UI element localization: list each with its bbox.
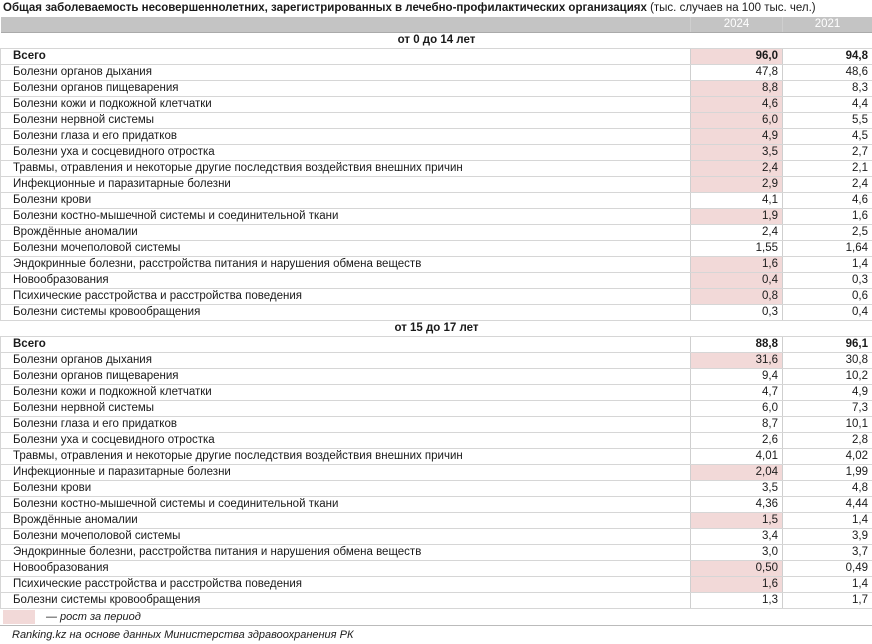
- row-label: Новообразования: [1, 272, 691, 288]
- source-note: Ranking.kz на основе данных Министерства здравоохранения РК: [0, 625, 872, 643]
- value-2024-cell: 2,6: [691, 432, 783, 448]
- value-2024-cell: 3,4: [691, 528, 783, 544]
- row-label: Психические расстройства и расстройства поведения: [1, 288, 691, 304]
- section-header: от 0 до 14 лет: [1, 32, 872, 48]
- table-row: [1, 192, 872, 208]
- value-2021-cell: 48,6: [783, 64, 872, 80]
- table-row: [1, 96, 872, 112]
- value-2024-cell: 4,6: [691, 96, 783, 112]
- row-label: Эндокринные болезни, расстройства питания и нарушения обмена веществ: [1, 256, 691, 272]
- value-2021-cell: 1,4: [783, 576, 872, 592]
- row-label: Всего: [1, 336, 691, 352]
- row-label: Травмы, отравления и некоторые другие последствия воздействия внешних причин: [1, 448, 691, 464]
- table-row: [1, 208, 872, 224]
- table-row: [1, 128, 872, 144]
- table-body: [1, 17, 872, 608]
- total-row: [1, 336, 872, 352]
- value-2021-cell: 0,4: [783, 304, 872, 320]
- row-label: Болезни органов дыхания: [1, 64, 691, 80]
- value-2021-cell: 2,4: [783, 176, 872, 192]
- value-2021-cell: 5,5: [783, 112, 872, 128]
- table-row: [1, 464, 872, 480]
- row-label: Болезни крови: [1, 192, 691, 208]
- table-row: [1, 368, 872, 384]
- table-row: [1, 176, 872, 192]
- row-label: Болезни органов дыхания: [1, 352, 691, 368]
- value-2024-cell: 2,04: [691, 464, 783, 480]
- value-2021-cell: 1,7: [783, 592, 872, 608]
- value-2021-cell: 8,3: [783, 80, 872, 96]
- table-row: [1, 416, 872, 432]
- value-2024-cell: 47,8: [691, 64, 783, 80]
- value-2024-cell: 2,4: [691, 224, 783, 240]
- value-2024-cell: 1,3: [691, 592, 783, 608]
- value-2024-cell: 4,01: [691, 448, 783, 464]
- section-header-row: [1, 32, 872, 48]
- value-2021-cell: 3,9: [783, 528, 872, 544]
- value-2021-cell: 1,6: [783, 208, 872, 224]
- chart-title: [0, 0, 872, 17]
- table-row: [1, 448, 872, 464]
- row-label: Болезни нервной системы: [1, 400, 691, 416]
- value-2021-cell: 94,8: [783, 48, 872, 64]
- legend-text: — рост за период: [46, 609, 141, 625]
- column-header-2024: 2024: [691, 17, 783, 32]
- value-2024-cell: 31,6: [691, 352, 783, 368]
- row-label: Болезни кожи и подкожной клетчатки: [1, 384, 691, 400]
- row-label: Болезни костно-мышечной системы и соединительной ткани: [1, 208, 691, 224]
- table-row: [1, 528, 872, 544]
- value-2021-cell: 2,1: [783, 160, 872, 176]
- column-header-2021: 2021: [783, 17, 872, 32]
- value-2021-cell: 4,5: [783, 128, 872, 144]
- value-2024-cell: 2,9: [691, 176, 783, 192]
- table-row: [1, 224, 872, 240]
- row-label: Болезни нервной системы: [1, 112, 691, 128]
- value-2024-cell: 4,7: [691, 384, 783, 400]
- value-2021-cell: 0,3: [783, 272, 872, 288]
- value-2021-cell: 2,5: [783, 224, 872, 240]
- section-header: от 15 до 17 лет: [1, 320, 872, 336]
- value-2024-cell: 1,6: [691, 576, 783, 592]
- value-2021-cell: 2,7: [783, 144, 872, 160]
- value-2021-cell: 1,4: [783, 512, 872, 528]
- value-2024-cell: 0,3: [691, 304, 783, 320]
- row-label: Психические расстройства и расстройства поведения: [1, 576, 691, 592]
- table-row: [1, 144, 872, 160]
- table-row: [1, 432, 872, 448]
- row-label: Инфекционные и паразитарные болезни: [1, 176, 691, 192]
- table-row: [1, 400, 872, 416]
- row-label: Болезни мочеполовой системы: [1, 240, 691, 256]
- value-2021-cell: 1,99: [783, 464, 872, 480]
- row-label: Болезни уха и сосцевидного отростка: [1, 144, 691, 160]
- row-label: Болезни органов пищеварения: [1, 80, 691, 96]
- morbidity-table: [0, 17, 872, 609]
- value-2021-cell: 4,4: [783, 96, 872, 112]
- row-label: Болезни костно-мышечной системы и соединительной ткани: [1, 496, 691, 512]
- value-2021-cell: 3,7: [783, 544, 872, 560]
- value-2021-cell: 0,49: [783, 560, 872, 576]
- value-2024-cell: 4,1: [691, 192, 783, 208]
- row-label: Новообразования: [1, 560, 691, 576]
- value-2021-cell: 4,8: [783, 480, 872, 496]
- value-2021-cell: 4,9: [783, 384, 872, 400]
- value-2021-cell: 10,2: [783, 368, 872, 384]
- value-2024-cell: 96,0: [691, 48, 783, 64]
- table-row: [1, 352, 872, 368]
- table-row: [1, 544, 872, 560]
- row-label: Эндокринные болезни, расстройства питания и нарушения обмена веществ: [1, 544, 691, 560]
- value-2024-cell: 4,9: [691, 128, 783, 144]
- value-2024-cell: 88,8: [691, 336, 783, 352]
- value-2024-cell: 3,0: [691, 544, 783, 560]
- value-2024-cell: 1,55: [691, 240, 783, 256]
- table-row: [1, 64, 872, 80]
- value-2024-cell: 8,8: [691, 80, 783, 96]
- value-2024-cell: 6,0: [691, 112, 783, 128]
- column-header-name: [1, 17, 691, 32]
- row-label: Болезни системы кровообращения: [1, 304, 691, 320]
- row-label: Болезни мочеполовой системы: [1, 528, 691, 544]
- value-2024-cell: 0,50: [691, 560, 783, 576]
- table-row: [1, 256, 872, 272]
- value-2021-cell: 4,6: [783, 192, 872, 208]
- value-2024-cell: 8,7: [691, 416, 783, 432]
- table-row: [1, 592, 872, 608]
- total-row: [1, 48, 872, 64]
- value-2024-cell: 3,5: [691, 144, 783, 160]
- row-label: Всего: [1, 48, 691, 64]
- column-header-row: [1, 17, 872, 32]
- table-row: [1, 288, 872, 304]
- table-row: [1, 112, 872, 128]
- value-2024-cell: 4,36: [691, 496, 783, 512]
- table-row: [1, 160, 872, 176]
- value-2021-cell: 4,02: [783, 448, 872, 464]
- value-2024-cell: 1,9: [691, 208, 783, 224]
- value-2021-cell: 7,3: [783, 400, 872, 416]
- table-row: [1, 496, 872, 512]
- value-2024-cell: 0,8: [691, 288, 783, 304]
- value-2024-cell: 1,6: [691, 256, 783, 272]
- row-label: Болезни крови: [1, 480, 691, 496]
- value-2021-cell: 2,8: [783, 432, 872, 448]
- row-label: Болезни глаза и его придатков: [1, 416, 691, 432]
- value-2024-cell: 6,0: [691, 400, 783, 416]
- row-label: Болезни уха и сосцевидного отростка: [1, 432, 691, 448]
- value-2021-cell: 10,1: [783, 416, 872, 432]
- table-row: [1, 304, 872, 320]
- table-row: [1, 80, 872, 96]
- table-row: [1, 512, 872, 528]
- row-label: Болезни глаза и его придатков: [1, 128, 691, 144]
- table-row: [1, 272, 872, 288]
- table-row: [1, 560, 872, 576]
- row-label: Болезни системы кровообращения: [1, 592, 691, 608]
- title-unit: (тыс. случаев на 100 тыс. чел.): [647, 2, 816, 14]
- value-2024-cell: 1,5: [691, 512, 783, 528]
- table-row: [1, 384, 872, 400]
- legend: [0, 609, 872, 625]
- value-2021-cell: 96,1: [783, 336, 872, 352]
- value-2024-cell: 9,4: [691, 368, 783, 384]
- title-bold: Общая заболеваемость несовершеннолетних, зарегистрированных в лечебно-профилактических организациях: [3, 2, 647, 14]
- value-2024-cell: 3,5: [691, 480, 783, 496]
- value-2021-cell: 1,64: [783, 240, 872, 256]
- row-label: Травмы, отравления и некоторые другие последствия воздействия внешних причин: [1, 160, 691, 176]
- value-2021-cell: 30,8: [783, 352, 872, 368]
- row-label: Болезни кожи и подкожной клетчатки: [1, 96, 691, 112]
- value-2021-cell: 4,44: [783, 496, 872, 512]
- value-2024-cell: 2,4: [691, 160, 783, 176]
- value-2021-cell: 0,6: [783, 288, 872, 304]
- row-label: Инфекционные и паразитарные болезни: [1, 464, 691, 480]
- row-label: Болезни органов пищеварения: [1, 368, 691, 384]
- value-2021-cell: 1,4: [783, 256, 872, 272]
- table-row: [1, 240, 872, 256]
- table-row: [1, 480, 872, 496]
- row-label: Врождённые аномалии: [1, 512, 691, 528]
- value-2024-cell: 0,4: [691, 272, 783, 288]
- section-header-row: [1, 320, 872, 336]
- table-row: [1, 576, 872, 592]
- legend-swatch: [3, 610, 35, 624]
- row-label: Врождённые аномалии: [1, 224, 691, 240]
